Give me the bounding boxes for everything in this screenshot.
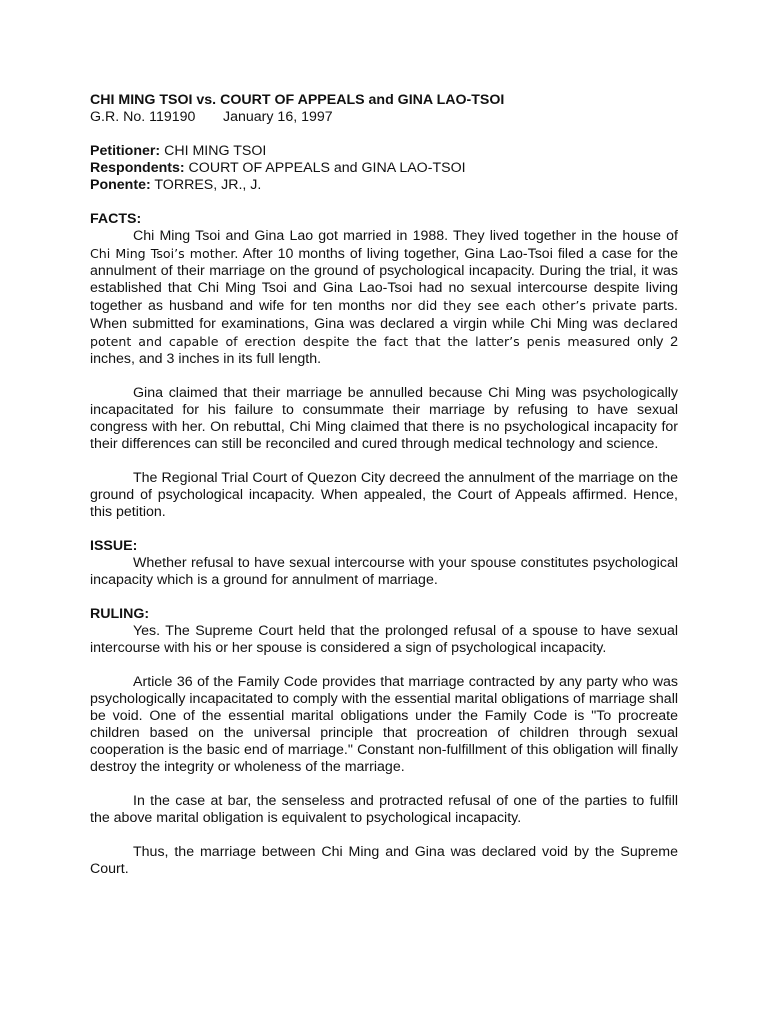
issue-section (90, 538, 678, 589)
case-parties (90, 143, 678, 194)
facts-p1-text-a: Chi Ming Tsoi and Gina Lao got married in 1988. They lived together in the house of (133, 228, 678, 244)
facts-paragraph-1 (90, 228, 678, 368)
facts-section (90, 211, 678, 521)
facts-paragraph-3: The Regional Trial Court of Quezon City decreed the annulment of the marriage on the ground of psychological incapacity. When appealed, the Court of Appeals affirmed. Hence, this petition. (90, 470, 678, 520)
respondents-value: COURT OF APPEALS and GINA LAO-TSOI (184, 160, 466, 176)
ponente-line (90, 177, 678, 194)
facts-p1-text-b: Chi Ming Tsoi’s mother. (90, 246, 239, 261)
respondents-line (90, 160, 678, 177)
respondents-label: Respondents: (90, 160, 185, 176)
facts-paragraph-2: Gina claimed that their marriage be annulled because Chi Ming was psychologically incapacitated for his failure to consummate their marriage by refusing to have sexual congress with her. On rebuttal, Chi Ming claimed that there is no psychological incapacity for their differences can still be reconciled and cured through medical technology and science. (90, 385, 678, 452)
ponente-label: Ponente: (90, 177, 151, 193)
petitioner-value: CHI MING TSOI (160, 143, 267, 159)
ruling-section (90, 606, 678, 878)
facts-p1-text-g: only 2 inches, and 3 inches in its full length. (90, 334, 678, 367)
case-number-date: G.R. No. 119190 January 16, 1997 (90, 109, 333, 125)
facts-p1-text-f: declared potent and capable of erection despite the fact that the latter’s penis measured (90, 316, 678, 349)
issue-heading: ISSUE: (90, 538, 138, 554)
ruling-paragraph-2: Article 36 of the Family Code provides that marriage contracted by any party who was psychologically incapacitated to comply with the essential marital obligations of marriage shall be void. One of the essential marital obligations under the Family Code is "To procreate children based on the universal principle that procreation of children through sexual cooperation is the basic end of marriage." Constant non-fulfillment of this obligation will finally destroy the integrity or wholeness of the marriage. (90, 674, 678, 775)
ruling-paragraph-1: Yes. The Supreme Court held that the prolonged refusal of a spouse to have sexual intercourse with his or her spouse is considered a sign of psychological incapacity. (90, 623, 678, 656)
issue-paragraph-1: Whether refusal to have sexual intercourse with your spouse constitutes psychological incapacity which is a ground for annulment of marriage. (90, 555, 678, 588)
facts-p1-text-e: parts. When submitted for examinations, Gina was declared a virgin while Chi Ming was (90, 298, 678, 332)
petitioner-label: Petitioner: (90, 143, 161, 159)
petitioner-line (90, 143, 678, 160)
facts-heading: FACTS: (90, 211, 142, 227)
facts-p1-text-d: nor did they see each other’s private (390, 298, 637, 313)
ponente-value: TORRES, JR., J. (150, 177, 262, 193)
facts-p1-text-c: After 10 months of living together, Gina Lao-Tsoi filed a case for the annulment of their marriage on the ground of psychological incapacity. During the trial, it was established that Chi Ming Tsoi and Gina Lao-Tsoi had no sexual intercourse despite living together as husband and wife for ten months (90, 246, 678, 314)
ruling-heading: RULING: (90, 606, 150, 622)
ruling-paragraph-3: In the case at bar, the senseless and protracted refusal of one of the parties to fulfill the above marital obligation is equivalent to psychological incapacity. (90, 793, 678, 826)
ruling-paragraph-4: Thus, the marriage between Chi Ming and Gina was declared void by the Supreme Court. (90, 844, 678, 877)
case-title: CHI MING TSOI vs. COURT OF APPEALS and GINA LAO-TSOI (90, 92, 505, 108)
